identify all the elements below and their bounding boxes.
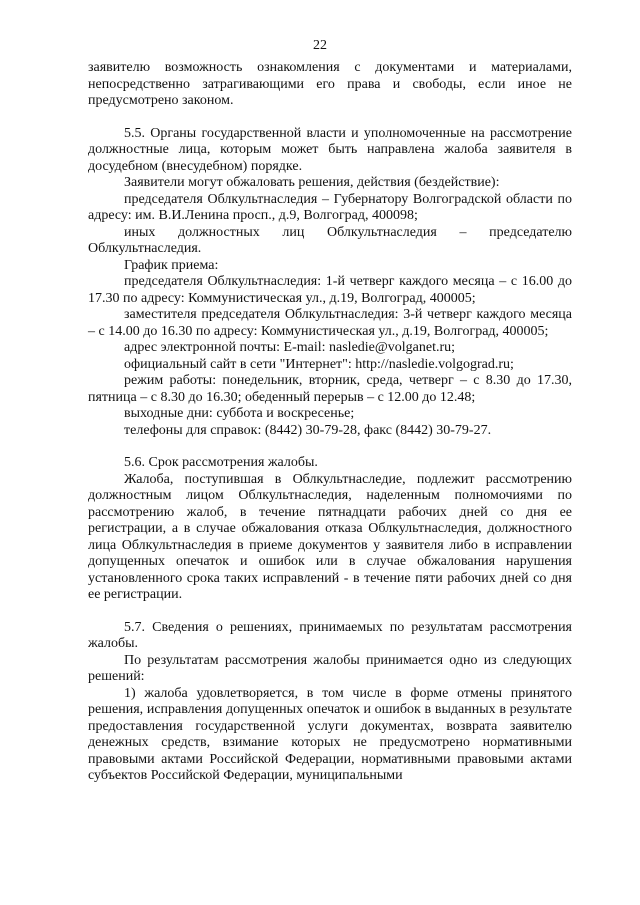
paragraph-website: официальный сайт в сети "Интернет": http://nasledie.volgograd.ru; — [124, 356, 514, 372]
paragraph-chairman-governor: председателя Облкультнаследия – Губернатору Волгоградской области по адресу: им. В.И.Ленина просп., д.9, Волгоград, 400098; — [88, 191, 572, 223]
paragraph-email: адрес электронной почты: E-mail: nasledie@volganet.ru; — [124, 340, 456, 355]
paragraph-appeal-decisions: Заявители могут обжаловать решения, действия (бездействие): — [124, 175, 500, 190]
paragraph-chairman-schedule: председателя Облкультнаследия: 1-й четверг каждого месяца – с 16.00 до 17.30 по адресу: Коммунистическая ул., д.19, Волгоград, 400005; — [88, 274, 572, 306]
paragraph-review-period: Жалоба, поступившая в Облкультнаследие, подлежит рассмотрению должностным лицом Облкультнаследия, наделенным полномочиями по рассмотрению жалоб, в течение пятнадцати рабочих дней со дня ее регистрации, а в случае обжалования отказа Облкультнаследия, должностного лица Облкультнаследия в приеме документов у заявителя либо в исправлении допущенных опечаток и ошибок или в случае обжалования нарушения установленного срока таких исправлений - в течение пяти рабочих дней со дня ее регистрации. — [88, 471, 572, 602]
paragraph-complaint-satisfied: 1) жалоба удовлетворяется, в том числе в форме отмены принятого решения, исправления допущенных опечаток и ошибок в выданных в результате предоставления государственной услуги документах, возврата заявителю денежных средств, взимание которых не предусмотрено нормативными правовыми актами Российской Федерации, нормативными правовыми актами субъектов Российской Федерации, муниципальными — [88, 685, 572, 783]
paragraph-decision-options: По результатам рассмотрения жалобы принимается одно из следующих решений: — [88, 652, 572, 684]
document-body — [88, 60, 572, 785]
paragraph-access-to-documents: заявителю возможность ознакомления с документами и материалами, непосредственно затрагивающими его права и свободы, если иное не предусмотрено законом. — [88, 60, 572, 108]
paragraph-phones: телефоны для справок: (8442) 30-79-28, факс (8442) 30-79-27. — [124, 422, 492, 438]
paragraph-schedule-heading: График приема: — [124, 257, 219, 273]
section-5-6-heading: 5.6. Срок рассмотрения жалобы. — [124, 455, 318, 470]
paragraph-days-off: выходные дни: суббота и воскресенье; — [124, 406, 355, 421]
paragraph-deputy-schedule: заместителя председателя Облкультнаследия: 3-й четверг каждого месяца – с 14.00 до 16.30 по адресу: Коммунистическая ул., д.19, Волгоград, 400005; — [88, 307, 572, 339]
section-5-5-heading: 5.5. Органы государственной власти и уполномоченные на рассмотрение должностные лица, которым может быть направлена жалоба заявителя в досудебном (внесудебном) порядке. — [88, 125, 572, 174]
paragraph-other-officials: иных должностных лиц Облкультнаследия – председателю Облкультнаследия. — [88, 224, 572, 256]
page-number: 22 — [313, 38, 327, 53]
paragraph-working-hours: режим работы: понедельник, вторник, среда, четверг – с 8.30 до 17.30, пятница – с 8.30 до 16.30; обеденный перерыв – с 12.00 до 12.48; — [88, 373, 572, 405]
section-5-7-heading: 5.7. Сведения о решениях, принимаемых по результатам рассмотрения жалобы. — [88, 619, 572, 651]
